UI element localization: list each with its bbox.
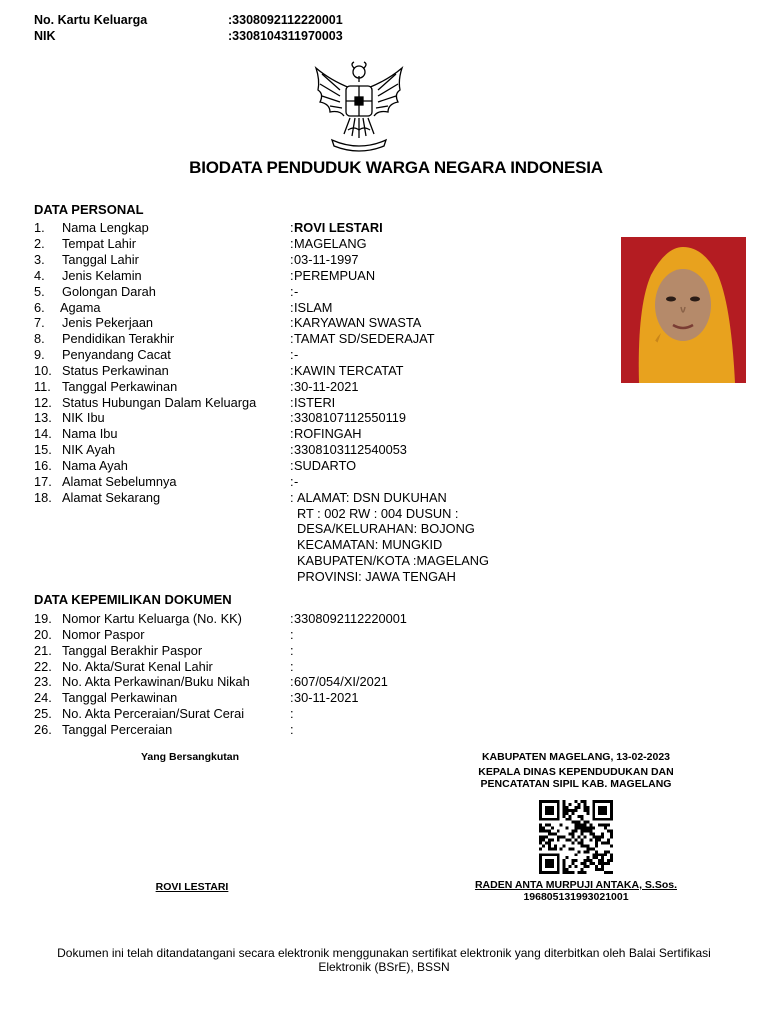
row-colon: : xyxy=(290,458,294,473)
signature-right-nip: 196805131993021001 xyxy=(523,891,629,903)
row-label: Alamat Sebelumnya xyxy=(62,474,177,489)
row-number: 5. xyxy=(34,284,45,299)
row-value: PEREMPUAN xyxy=(294,268,376,283)
row-value: 3308092112220001 xyxy=(294,611,407,626)
kk-number: 3308092112220001 xyxy=(232,13,343,27)
row-label: Status Hubungan Dalam Keluarga xyxy=(62,395,257,410)
profile-photo-svg xyxy=(621,237,746,383)
row-value: 3308103112540053 xyxy=(294,442,407,457)
signature-right-office-2: PENCATATAN SIPIL KAB. MAGELANG xyxy=(480,778,672,790)
row-label: Nomor Paspor xyxy=(62,627,145,642)
qr-code-svg xyxy=(538,800,614,874)
row-label: Nama Lengkap xyxy=(62,220,149,235)
garuda-emblem-svg xyxy=(310,60,408,152)
row-value: ISLAM xyxy=(294,300,333,315)
row-colon: : xyxy=(290,659,294,674)
row-value: - xyxy=(294,284,299,299)
row-label: Tanggal Lahir xyxy=(62,252,139,267)
row-value: ROVI LESTARI xyxy=(294,220,383,235)
section-heading-personal: DATA PERSONAL xyxy=(34,202,144,217)
row-number: 3. xyxy=(34,252,45,267)
profile-photo xyxy=(621,237,746,383)
row-label: Tempat Lahir xyxy=(62,236,136,251)
row-number: 23. xyxy=(34,674,52,689)
signature-left-name: ROVI LESTARI xyxy=(155,881,229,893)
footer-line-2: Elektronik (BSrE), BSSN xyxy=(318,960,450,974)
row-colon: : xyxy=(290,236,294,251)
row-colon: : xyxy=(290,252,294,267)
signature-left-caption: Yang Bersangkutan xyxy=(140,751,240,763)
row-label: No. Akta/Surat Kenal Lahir xyxy=(62,659,213,674)
row-colon: : xyxy=(290,442,294,457)
row-value: KARYAWAN SWASTA xyxy=(294,315,422,330)
row-label: Agama xyxy=(60,300,101,315)
address-line: DESA/KELURAHAN: BOJONG xyxy=(297,521,475,536)
row-value: SUDARTO xyxy=(294,458,357,473)
row-number: 25. xyxy=(34,706,52,721)
nik-label: NIK xyxy=(34,29,56,43)
row-number: 21. xyxy=(34,643,52,658)
row-label: Jenis Pekerjaan xyxy=(62,315,154,330)
row-colon: : xyxy=(290,284,294,299)
row-value: 30-11-2021 xyxy=(294,690,359,705)
row-colon: : xyxy=(290,474,294,489)
row-number: 2. xyxy=(34,236,45,251)
row-label: Nomor Kartu Keluarga (No. KK) xyxy=(62,611,242,626)
row-label: Nama Ibu xyxy=(62,426,118,441)
row-colon: : xyxy=(290,395,294,410)
address-line: RT : 002 RW : 004 DUSUN : xyxy=(297,506,459,521)
row-number: 10. xyxy=(34,363,52,378)
row-colon: : xyxy=(290,426,294,441)
row-value: MAGELANG xyxy=(294,236,367,251)
row-value: ROFINGAH xyxy=(294,426,362,441)
row-number: 15. xyxy=(34,442,52,457)
nik-value xyxy=(228,29,343,43)
row-value: TAMAT SD/SEDERAJAT xyxy=(294,331,435,346)
kk-colon: : xyxy=(228,13,233,27)
row-colon: : xyxy=(290,268,294,283)
row-value: KAWIN TERCATAT xyxy=(294,363,404,378)
row-value: 607/054/XI/2021 xyxy=(294,674,388,689)
row-colon: : xyxy=(290,347,294,362)
row-colon: : xyxy=(290,410,294,425)
row-label: NIK Ibu xyxy=(62,410,105,425)
row-colon: : xyxy=(290,315,294,330)
row-value: ISTERI xyxy=(294,395,336,410)
row-value: - xyxy=(294,474,299,489)
row-value: 30-11-2021 xyxy=(294,379,359,394)
row-number: 1. xyxy=(34,220,45,235)
page-title: BIODATA PENDUDUK WARGA NEGARA INDONESIA xyxy=(189,158,603,177)
row-label: Penyandang Cacat xyxy=(62,347,171,362)
row-label: Status Perkawinan xyxy=(62,363,169,378)
row-number: 19. xyxy=(34,611,52,626)
row-number: 14. xyxy=(34,426,52,441)
kk-label: No. Kartu Keluarga xyxy=(34,13,148,27)
row-colon: : xyxy=(290,363,294,378)
row-number: 24. xyxy=(34,690,52,705)
row-number: 26. xyxy=(34,722,52,737)
row-colon: : xyxy=(290,706,294,721)
row-number: 9. xyxy=(34,347,45,362)
section-heading-dokumen: DATA KEPEMILIKAN DOKUMEN xyxy=(34,592,232,607)
row-label: No. Akta Perceraian/Surat Cerai xyxy=(62,706,245,721)
row-number: 22. xyxy=(34,659,52,674)
row-number: 20. xyxy=(34,627,52,642)
row-label: Jenis Kelamin xyxy=(62,268,142,283)
row-colon: : xyxy=(290,611,294,626)
row-label: Tanggal Berakhir Paspor xyxy=(62,643,203,658)
row-number: 11. xyxy=(34,379,51,394)
row-label: Golongan Darah xyxy=(62,284,156,299)
row-colon: : xyxy=(290,690,294,705)
address-line: ALAMAT: DSN DUKUHAN xyxy=(297,490,447,505)
row-label: Tanggal Perkawinan xyxy=(62,379,178,394)
nik-number: 3308104311970003 xyxy=(232,29,343,43)
row-number: 18. xyxy=(34,490,52,505)
row-colon: : xyxy=(290,220,294,235)
row-colon: : xyxy=(290,331,294,346)
row-colon: : xyxy=(290,490,294,505)
kk-value xyxy=(228,13,343,27)
row-value: - xyxy=(294,347,299,362)
address-line: KABUPATEN/KOTA :MAGELANG xyxy=(297,553,489,568)
row-value: 03-11-1997 xyxy=(294,252,359,267)
row-label: Tanggal Perceraian xyxy=(62,722,173,737)
row-number: 12. xyxy=(34,395,52,410)
row-label: No. Akta Perkawinan/Buku Nikah xyxy=(62,674,250,689)
row-number: 17. xyxy=(34,474,52,489)
row-value: 3308107112550119 xyxy=(294,410,406,425)
row-number: 8. xyxy=(34,331,45,346)
row-colon: : xyxy=(290,643,294,658)
row-label: NIK Ayah xyxy=(62,442,116,457)
row-number: 13. xyxy=(34,410,52,425)
qr-code-icon xyxy=(538,800,614,874)
row-colon: : xyxy=(290,379,294,394)
row-number: 4. xyxy=(34,268,45,283)
signature-right-office-1: KEPALA DINAS KEPENDUDUKAN DAN xyxy=(478,766,674,778)
row-colon: : xyxy=(290,674,294,689)
garuda-emblem-icon xyxy=(310,60,408,152)
row-label: Alamat Sekarang xyxy=(62,490,161,505)
row-label: Nama Ayah xyxy=(62,458,128,473)
row-label: Pendidikan Terakhir xyxy=(62,331,175,346)
signature-right-name: RADEN ANTA MURPUJI ANTAKA, S.Sos. xyxy=(474,879,678,891)
signature-right-place-date: KABUPATEN MAGELANG, 13-02-2023 xyxy=(481,751,671,763)
footer-line-1: Dokumen ini telah ditandatangani secara elektronik menggunakan sertifikat elektronik yang diterbitkan oleh Balai Sertifikasi xyxy=(57,946,711,960)
row-number: 7. xyxy=(34,315,45,330)
address-line: PROVINSI: JAWA TENGAH xyxy=(297,569,456,584)
row-colon: : xyxy=(290,627,294,642)
row-colon: : xyxy=(290,300,294,315)
address-line: KECAMATAN: MUNGKID xyxy=(297,537,443,552)
row-number: 16. xyxy=(34,458,52,473)
row-label: Tanggal Perkawinan xyxy=(62,690,178,705)
nik-colon: : xyxy=(228,29,233,43)
row-number: 6. xyxy=(34,300,45,315)
row-colon: : xyxy=(290,722,294,737)
